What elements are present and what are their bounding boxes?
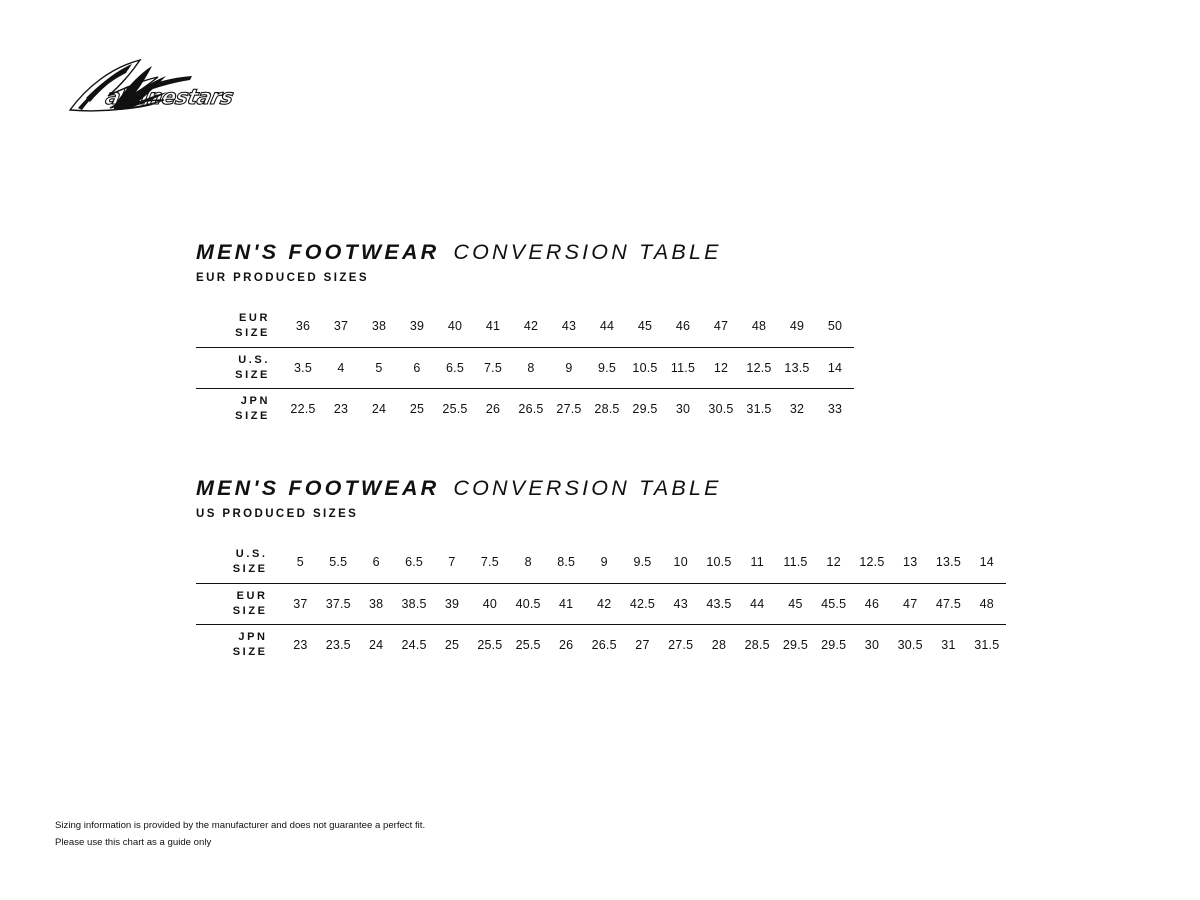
table-cell: 38 xyxy=(357,583,395,624)
table-cell: 24 xyxy=(357,624,395,665)
table-cell: 30.5 xyxy=(702,388,740,429)
table-row xyxy=(196,306,854,347)
table-cell: 40.5 xyxy=(509,583,547,624)
table-cell: 9.5 xyxy=(588,347,626,388)
section-us-produced-sizes xyxy=(196,476,1006,665)
table-cell: 12.5 xyxy=(740,347,778,388)
section-eur-subtitle: EUR PRODUCED SIZES xyxy=(196,272,369,284)
table-cell: 49 xyxy=(789,319,805,334)
row-label-line2: SIZE xyxy=(235,327,270,340)
row-label-line1: EUR xyxy=(238,312,270,325)
table-cell: 12 xyxy=(826,555,841,570)
section-eur-title-main: MEN'S FOOTWEAR xyxy=(196,240,440,264)
row-label-line2: SIZE xyxy=(232,563,268,576)
row-label-line1: U.S. xyxy=(238,353,270,366)
table-cell: 45 xyxy=(776,583,814,624)
row-label-line2: SIZE xyxy=(235,409,270,422)
section-us-title-main: MEN'S FOOTWEAR xyxy=(196,476,440,500)
table-cell: 13 xyxy=(903,555,918,570)
table-cell: 47 xyxy=(713,319,729,334)
table-cell: 31 xyxy=(929,624,967,665)
table-cell: 32 xyxy=(778,388,816,429)
table-cell: 48 xyxy=(968,583,1006,624)
table-cell: 45.5 xyxy=(815,583,853,624)
table-cell: 46 xyxy=(853,583,891,624)
table-row xyxy=(196,624,1006,665)
table-cell: 12 xyxy=(702,347,740,388)
table-cell: 42 xyxy=(585,583,623,624)
section-us-subtitle: US PRODUCED SIZES xyxy=(196,508,359,520)
table-cell: 25.5 xyxy=(436,388,474,429)
table-cell: 22.5 xyxy=(284,388,322,429)
svg-text:alpinestars: alpinestars xyxy=(103,85,236,110)
table-cell: 27 xyxy=(623,624,661,665)
table-cell: 28 xyxy=(700,624,738,665)
table-cell: 28.5 xyxy=(738,624,776,665)
table-cell: 37 xyxy=(282,583,320,624)
table-cell: 42 xyxy=(523,319,539,334)
row-label-line1: EUR xyxy=(236,589,268,602)
table-cell: 30.5 xyxy=(891,624,929,665)
table-cell: 25.5 xyxy=(471,624,509,665)
table-row xyxy=(196,583,1006,624)
row-label-us-size xyxy=(196,347,284,388)
table-cell: 10.5 xyxy=(706,555,732,570)
table-cell: 5 xyxy=(360,347,398,388)
table-cell: 10 xyxy=(673,555,688,570)
table-cell: 25 xyxy=(398,388,436,429)
table-cell: 46 xyxy=(675,319,691,334)
section-eur-title-sub: CONVERSION TABLE xyxy=(453,240,722,264)
table-cell: 14 xyxy=(816,347,854,388)
section-us-title xyxy=(196,476,1006,501)
table-cell: 9 xyxy=(600,555,608,570)
table-cell: 40 xyxy=(447,319,463,334)
table-cell: 29.5 xyxy=(776,624,814,665)
table-cell: 48 xyxy=(751,319,767,334)
table-cell: 39 xyxy=(409,319,425,334)
table-row xyxy=(196,388,854,429)
table-cell: 30 xyxy=(664,388,702,429)
table-cell: 25 xyxy=(433,624,471,665)
row-label-line2: SIZE xyxy=(232,645,268,658)
table-cell: 5 xyxy=(296,555,304,570)
table-cell: 24.5 xyxy=(395,624,433,665)
table-cell: 45 xyxy=(637,319,653,334)
table-cell: 8 xyxy=(524,555,532,570)
table-cell: 11.5 xyxy=(664,347,702,388)
row-label-line1: JPN xyxy=(238,630,268,643)
disclaimer-line-1: Sizing information is provided by the manufacturer and does not guarantee a perfect fit. xyxy=(55,820,426,831)
row-label-jpn-size xyxy=(196,388,284,429)
table-cell: 23.5 xyxy=(319,624,357,665)
table-cell: 43 xyxy=(662,583,700,624)
table-cell: 13.5 xyxy=(778,347,816,388)
table-cell: 36 xyxy=(295,319,311,334)
table-cell: 3.5 xyxy=(284,347,322,388)
table-cell: 42.5 xyxy=(623,583,661,624)
table-cell: 11 xyxy=(750,555,764,570)
table-cell: 44 xyxy=(599,319,615,334)
table-cell: 29.5 xyxy=(815,624,853,665)
table-cell: 23 xyxy=(322,388,360,429)
table-cell: 44 xyxy=(738,583,776,624)
table-cell: 26.5 xyxy=(585,624,623,665)
table-cell: 26 xyxy=(474,388,512,429)
table-cell: 47.5 xyxy=(929,583,967,624)
row-label-us-size xyxy=(196,542,282,583)
table-cell: 30 xyxy=(853,624,891,665)
table-cell: 50 xyxy=(827,319,843,334)
alpinestars-logo xyxy=(52,58,267,114)
table-cell: 7.5 xyxy=(480,555,499,570)
table-cell: 6.5 xyxy=(436,347,474,388)
table-cell: 28.5 xyxy=(588,388,626,429)
eur-produced-size-table xyxy=(196,306,854,429)
section-eur-title xyxy=(196,240,876,265)
table-cell: 41 xyxy=(547,583,585,624)
table-cell: 13.5 xyxy=(935,555,962,570)
table-cell: 29.5 xyxy=(626,388,664,429)
table-cell: 27.5 xyxy=(662,624,700,665)
row-label-line1: JPN xyxy=(240,394,270,407)
table-cell: 10.5 xyxy=(626,347,664,388)
table-cell: 40 xyxy=(471,583,509,624)
disclaimer-footnote xyxy=(55,818,425,852)
table-cell: 43.5 xyxy=(700,583,738,624)
table-cell: 41 xyxy=(485,319,501,334)
table-cell: 14 xyxy=(979,555,994,570)
table-cell: 38.5 xyxy=(395,583,433,624)
table-cell: 25.5 xyxy=(509,624,547,665)
section-eur-produced-sizes xyxy=(196,240,876,429)
table-cell: 26 xyxy=(547,624,585,665)
table-cell: 23 xyxy=(282,624,320,665)
table-cell: 43 xyxy=(561,319,577,334)
table-cell: 8 xyxy=(512,347,550,388)
row-label-line2: SIZE xyxy=(235,368,270,381)
table-cell: 9 xyxy=(550,347,588,388)
table-cell: 6.5 xyxy=(405,555,424,570)
table-cell: 37 xyxy=(333,319,349,334)
table-cell: 5.5 xyxy=(329,555,348,570)
row-label-eur-size xyxy=(196,583,282,624)
table-cell: 4 xyxy=(322,347,360,388)
table-cell: 37.5 xyxy=(319,583,357,624)
table-cell: 31.5 xyxy=(968,624,1006,665)
row-label-line2: SIZE xyxy=(232,604,268,617)
table-cell: 33 xyxy=(816,388,854,429)
table-cell: 24 xyxy=(360,388,398,429)
us-produced-size-table xyxy=(196,542,1006,665)
table-cell: 27.5 xyxy=(550,388,588,429)
row-label-line1: U.S. xyxy=(235,548,268,561)
row-label-jpn-size xyxy=(196,624,282,665)
table-cell: 47 xyxy=(891,583,929,624)
table-cell: 31.5 xyxy=(740,388,778,429)
table-row xyxy=(196,542,1006,583)
table-cell: 9.5 xyxy=(633,555,652,570)
table-cell: 12.5 xyxy=(859,555,885,570)
table-row xyxy=(196,347,854,388)
table-cell: 38 xyxy=(371,319,387,334)
table-cell: 8.5 xyxy=(557,555,576,570)
table-cell: 39 xyxy=(433,583,471,624)
table-cell: 11.5 xyxy=(783,555,808,570)
table-cell: 26.5 xyxy=(512,388,550,429)
table-cell: 7.5 xyxy=(474,347,512,388)
row-label-eur-size xyxy=(196,306,284,347)
table-cell: 6 xyxy=(372,555,380,570)
table-cell: 7 xyxy=(448,555,456,570)
section-us-title-sub: CONVERSION TABLE xyxy=(453,476,722,500)
disclaimer-line-2: Please use this chart as a guide only xyxy=(55,836,212,848)
table-cell: 6 xyxy=(398,347,436,388)
